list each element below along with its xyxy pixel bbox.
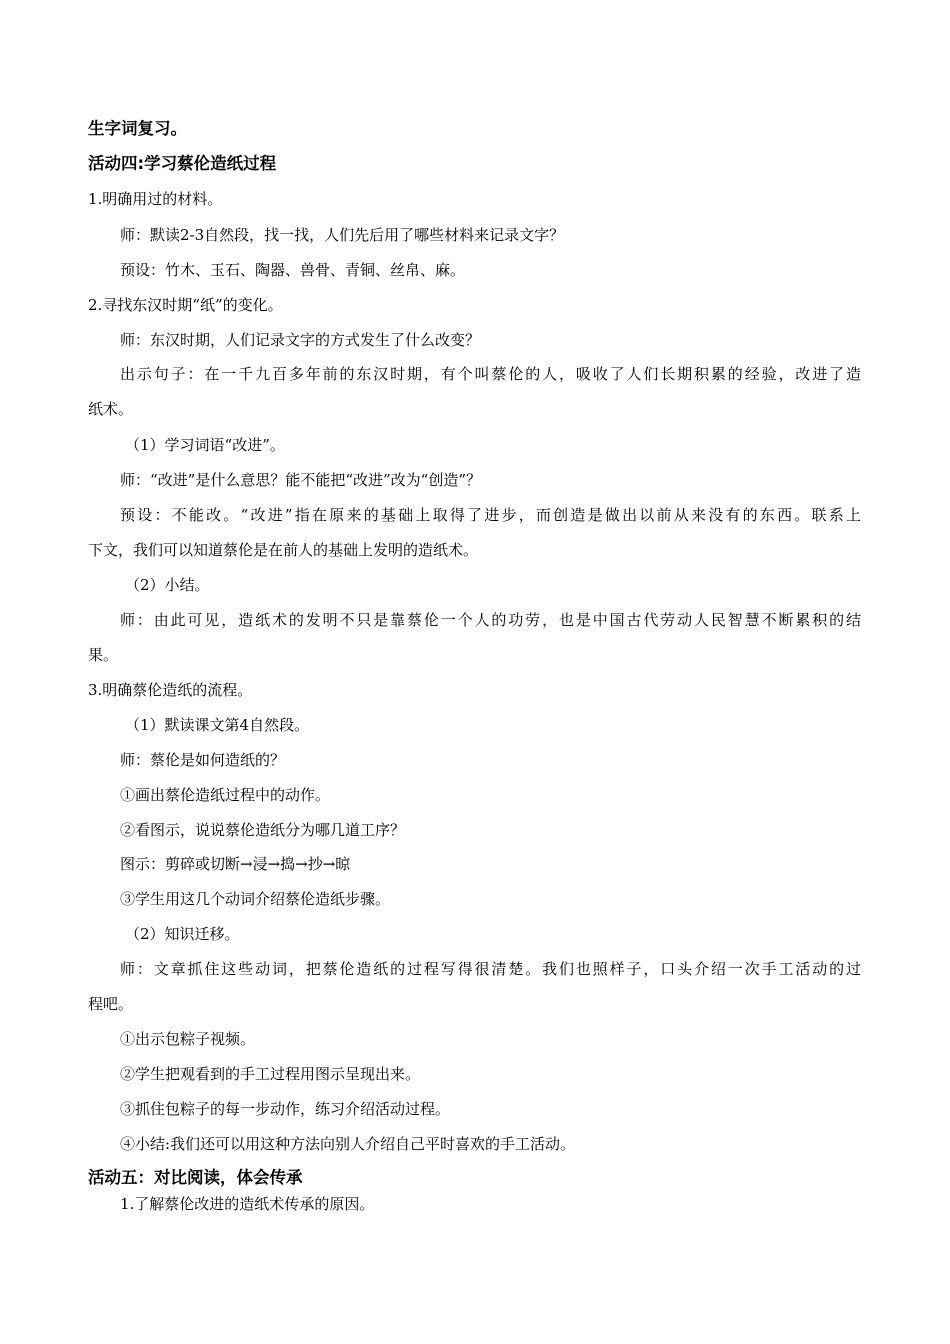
teacher-question-materials: 师：默读2-3自然段，找一找，人们先后用了哪些材料来记录文字？ [120, 226, 565, 244]
activity-five-heading: 活动五：对比阅读，体会传承 [88, 1168, 303, 1187]
sub-item-gaijin: （1）学习词语“改进”。 [125, 436, 285, 454]
teacher-summary: 师：由此可见，造纸术的发明不只是靠蔡伦一个人的功劳，也是中国古代劳动人民智慧不断累积的结 [120, 611, 861, 629]
sentence-display: 出示句子：在一千九百多年前的东汉时期，有个叫蔡伦的人，吸收了人们长期积累的经验，改进了造 [120, 365, 861, 383]
task-show-video: ①出示包粽子视频。 [120, 1030, 256, 1048]
sub-item-summary: （2）小结。 [125, 576, 210, 594]
teacher-summary-cont: 果。 [88, 646, 119, 664]
teacher-instruction-cont: 程吧。 [88, 995, 134, 1013]
teacher-question-process: 师：蔡伦是如何造纸的？ [120, 751, 286, 769]
task-practice: ③抓住包粽子的每一步动作，练习介绍活动过程。 [120, 1100, 451, 1118]
sentence-display-cont: 纸术。 [88, 400, 134, 418]
activity-four-heading: 活动四:学习蔡伦造纸过程 [88, 154, 277, 173]
task-introduce-steps: ③学生用这几个动词介绍蔡伦造纸步骤。 [120, 890, 391, 908]
preset-answer-gaijin: 预设：不能改。“改进”指在原来的基础上取得了进步，而创造是做出以前从来没有的东西。联系上 [120, 506, 861, 524]
teacher-question-change: 师：东汉时期，人们记录文字的方式发生了什么改变？ [120, 331, 481, 349]
preset-answer-gaijin-cont: 下文，我们可以知道蔡伦是在前人的基础上发明的造纸术。 [88, 541, 479, 559]
task-draw-diagram: ②学生把观看到的手工过程用图示呈现出来。 [120, 1065, 421, 1083]
teacher-instruction: 师：文章抓住这些动词，把蔡伦造纸的过程写得很清楚。我们也照样子，口头介绍一次手工活动的过 [120, 960, 861, 978]
review-heading: 生字词复习。 [88, 119, 187, 138]
task-mark-actions: ①画出蔡伦造纸过程中的动作。 [120, 786, 331, 804]
step-2-title: 2.寻找东汉时期“纸”的变化。 [88, 296, 283, 314]
step-3-title: 3.明确蔡伦造纸的流程。 [88, 681, 253, 699]
activity-five-item-1: 1.了解蔡伦改进的造纸术传承的原因。 [120, 1195, 375, 1213]
sub-item-transfer: （2）知识迁移。 [125, 925, 240, 943]
preset-answer-materials: 预设：竹木、玉石、陶器、兽骨、青铜、丝帛、麻。 [120, 261, 466, 279]
sub-item-read: （1）默读课文第4自然段。 [125, 716, 310, 734]
task-view-diagram: ②看图示，说说蔡伦造纸分为哪几道工序？ [120, 821, 406, 839]
process-diagram: 图示：剪碎或切断→浸→捣→抄→晾 [120, 855, 351, 873]
teacher-question-gaijin: 师：“改进”是什么意思？能不能把“改进”改为“创造”？ [120, 471, 482, 489]
task-summary: ④小结:我们还可以用这种方法向别人介绍自己平时喜欢的手工活动。 [120, 1135, 576, 1153]
step-1-title: 1.明确用过的材料。 [88, 190, 223, 208]
